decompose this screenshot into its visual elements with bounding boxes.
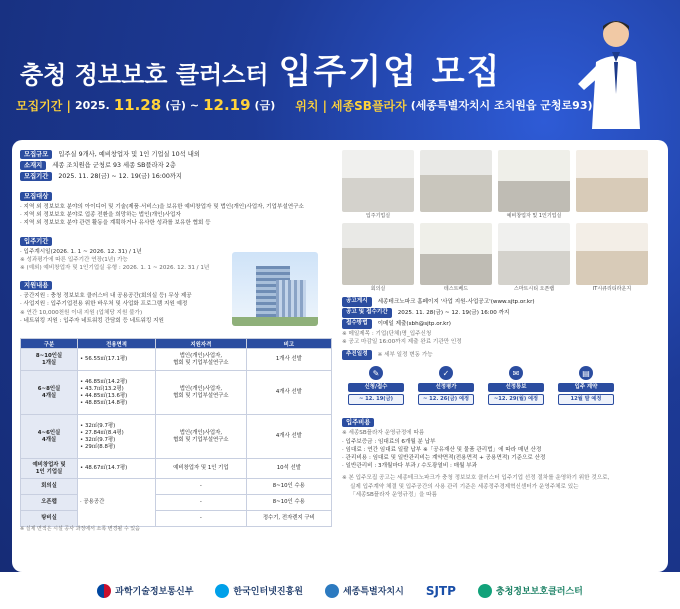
table-header: 비고 [246,339,331,349]
period-label: 모집기간 | [16,98,71,113]
businessman-illustration [574,14,658,129]
photo-item [498,223,570,293]
photo-item [342,223,414,293]
area-value: 29㎡(8.8평) [84,443,116,450]
process-step [488,366,544,405]
cluster-icon [478,584,492,598]
period-start: 11.28 [113,96,162,114]
logo-sejong: 세종특별자치시 [325,584,404,598]
room-table [20,338,332,527]
process-row [342,350,660,360]
room-photo [342,150,414,212]
photo-item [342,150,414,220]
method-tag: 접수방법 [342,319,372,329]
room-area: • 46.85㎡(14.2평) • 43.7㎡(13.2평) • 44.85㎡(13.6평) • 48.85㎡(14.8평) [78,371,156,415]
notice-text[interactable]: 세종테크노파크 홈페이지 '사업 지원-사업공고'(www.sjtp.or.kr) [377,299,535,305]
step-date: ~ 12. 19(금) [348,394,404,405]
evaluation-icon: ✓ [439,366,453,380]
process-step [348,366,404,405]
target-line: · 지역 외 정보보호 분야 관련 활동을 계획하거나 유사한 성과를 보유한 협회 등 [20,220,211,227]
area-value: 32㎡(9.7평) [84,422,116,429]
scale-row [20,150,330,159]
content-card [12,140,668,572]
location-row [20,161,330,170]
room-note: 정수기, 전자렌지 구비 [246,511,331,527]
room-type: 4~6인실 4개실 [21,415,78,459]
room-note: 10석 선발 [246,459,331,479]
logo-sjtp: SJTP [425,583,456,598]
method-text[interactable]: 이메일 제출(sbh@sjtp.or.kr) [377,321,451,327]
photo-caption: 테스트베드 [443,286,469,292]
room-type: 탕비실 [21,511,78,527]
period-location-bar [16,96,593,114]
table-row [21,415,332,459]
table-row [21,349,332,371]
room-note: 4개사 선발 [246,371,331,415]
area-value: 27.84㎡(8.4평) [84,429,124,436]
support-tag: 지원내용 [20,281,52,290]
room-photo [420,223,492,285]
location-address: (세종특별자치시 조치원읍 군청로93) [410,99,593,112]
step-date: 12월 말 예정 [558,394,614,405]
building-photo [232,252,318,326]
room-photo [420,150,492,212]
kisa-icon [215,584,229,598]
period-end-day: (금) [254,99,276,112]
target-line: · 지역 외 정보보호 분야의 아이디어 및 기술(제품·서비스)을 보유한 예비창업자 및 법인(개인)사업자, 기업부설연구소 [20,204,304,210]
photo-item [420,150,492,220]
area-value: 48.67㎡(14.7평) [84,465,128,471]
cost-line: · 임대료 : 연간 임대료 일괄 납부 ※「공유재산 및 물품 관리법」에 따라 매년 산정 [342,446,542,453]
step-date: ~ 12. 26(금) 예정 [418,394,474,405]
notice-tag: 공고게시 [342,297,372,307]
area-value: 32㎡(9.7평) [84,436,116,443]
logo-msit: 과학기술정보통신부 [97,584,193,598]
scale-text: 입주실 9개사, 예비창업자 및 1인 기업실 10석 내외 [58,151,200,158]
photo-caption [576,212,648,220]
period-tag: 모집기간 [20,172,52,181]
apply-text: 2025. 11. 28(금) ~ 12. 19(금) 16:00 까지 [397,310,510,316]
shared-area: · 공용공간 [78,479,156,527]
location-label: 위치 | [295,98,327,113]
footer-logos [0,572,680,609]
room-type: 오픈랩 [21,495,78,511]
term-tag: 입주기간 [20,237,52,246]
area-value: 44.85㎡(13.6평) [84,392,128,399]
table-header-row [21,339,332,349]
room-photo [498,223,570,285]
location-name: 세종SB플라자 [330,98,407,113]
photo-caption: 회의실 [370,286,386,292]
final-note-line: 실제 입주계약 체결 및 입주공간의 사용 관리 기준은 세종정주경제혁신센터가 운영주체로 있는 [350,483,579,490]
area-value: 56.55㎡(17.1평) [84,356,128,362]
process-flow [348,366,660,405]
cost-line: · 입주보증금 : 임대료의 6개월 분 납부 [342,438,436,445]
step-label: 신청/접수 [348,383,404,392]
logo-kisa: 한국인터넷진흥원 [215,584,303,598]
process-tag: 추진일정 [342,350,372,360]
cost-tag: 입주비용 [342,418,374,427]
room-qualification: 법인(개인)사업자, 협회 및 기업부설연구소 [156,415,247,459]
room-photo [342,223,414,285]
support-line: · 사업지원 : 입주기업전용 위한 바우처 및 사업화 프로그램 지원 예정 [20,301,188,308]
room-type: 예비창업자 및 1인 기업실 [21,459,78,479]
room-area: • 32㎡(9.7평) • 27.84㎡(8.4평) • 32㎡(9.7평) • 29㎡(8.8평) [78,415,156,459]
room-qualification: 법인(개인)사업자, 협회 및 기업부설연구소 [156,349,247,371]
photo-item [420,223,492,293]
cost-line: · 관리비용 : 임대료 및 일반관리비는 계약면적(전용면적 + 공용면적) 기준으로 산정 [342,455,546,462]
taegeuk-icon [97,584,111,598]
room-qualification: 법인(개인)사업자, 협회 및 기업부설연구소 [156,371,247,415]
process-step [418,366,474,405]
table-row [21,371,332,415]
photo-caption: IT시큐리티라운지 [592,286,632,292]
apply-row [342,308,660,318]
area-value: 48.85㎡(14.8평) [84,399,128,406]
photo-item [498,150,570,220]
term-line: ※ 성과평가에 따른 입주기간 연장(1년) 가능 [20,256,128,263]
step-label: 선정평가 [418,383,474,392]
room-qualification: - [156,511,247,527]
room-note: 1개사 선발 [246,349,331,371]
table-row [21,479,332,495]
room-note: 8~10인 수용 [246,495,331,511]
photo-grid [342,150,660,293]
term-line: ※ (예외) 예비창업자 및 1인기업실 유형 : 2026. 1. 1 ~ 2026. 12. 31 / 1년 [20,265,210,272]
table-note: ※ 실제 면적은 시설 공사 과정에서 소폭 변경될 수 있음 [20,526,140,532]
final-note-line: ※ 본 입주모집 공고는 세종테크노파크가 충청 정보보호 클러스터 입주기업 선정 절차를 운영하기 위한 것으로, [342,475,610,482]
scale-tag: 모집규모 [20,150,52,159]
period-end: 12.19 [203,96,251,114]
location-tag: 소재지 [20,161,46,170]
photo-item [576,150,648,220]
term-line: · 입주계시일(2026. 1. 1 ~ 2026. 12. 31) / 1년 [20,248,142,255]
table-header: 지원자격 [156,339,247,349]
process-step [558,366,614,405]
room-type: 6~8인실 4개실 [21,371,78,415]
period-tilde: ~ [189,98,200,112]
apply-tag: 공고 및 접수기간 [342,308,392,318]
room-area: • 56.55㎡(17.1평) [78,349,156,371]
room-photo [576,150,648,212]
area-value: 43.7㎡(13.2평) [84,385,124,392]
logo-cluster: 충청정보보호클러스터 [478,584,583,598]
step-label: 선정통보 [488,383,544,392]
photo-item [576,223,648,293]
process-note: ※ 세부 일정 변동 가능 [377,352,433,359]
target-line: · 지역 외 정보보호 분야로 업종 전환을 희망하는 법인(개인)사업자 [20,212,181,219]
method-note: ※ 공고 마감일 16:00까지 제출 완료 기관만 인정 [342,339,462,346]
room-type: 8~10인실 1개실 [21,349,78,371]
room-area: • 48.67㎡(14.7평) [78,459,156,479]
method-row [342,319,660,329]
step-date: ~12. 29(월) 예정 [488,394,544,405]
location-text: 세종 조치원읍 군청로 93 세종 SB플라자 2층 [52,162,176,169]
sejong-icon [325,584,339,598]
table-row [21,459,332,479]
mail-icon: ✉ [509,366,523,380]
contract-icon: ▤ [579,366,593,380]
header [0,0,680,140]
title-prefix: 충청 정보보호 클러스터 [20,61,269,89]
table-header: 전용면적 [78,339,156,349]
room-qualification: - [156,495,247,511]
cost-line: · 일반관리비 : 3개월마다 부과 / 수도광열비 : 매월 부과 [342,463,478,470]
period-text: 2025. 11. 28(금) ~ 12. 19(금) 16:00까지 [58,173,183,180]
room-note: 8~10인 수용 [246,479,331,495]
room-note: 4개사 선발 [246,415,331,459]
target-tag: 모집대상 [20,192,52,201]
final-note [342,474,660,499]
step-label: 입주 계약 [558,383,614,392]
period-year: 2025. [74,98,110,112]
title-main: 입주기업 모집 [278,52,502,92]
room-photo [576,223,648,285]
document-icon: ✎ [369,366,383,380]
photo-caption: 스마트시티 오픈랩 [513,286,555,292]
cost-line: ※ 세종SB플라자 운영규정에 따름 [342,430,425,437]
photo-caption: 예비창업자 및 1인기업실 [506,213,562,219]
page-title [20,44,501,93]
support-line: ※ 연간 10,000천원 이내 지원 (업체당 지원 불가) [20,309,143,316]
room-qualification: - [156,479,247,495]
room-photo [498,150,570,212]
photo-caption [420,212,492,220]
table-header: 구분 [21,339,78,349]
application-info [342,297,660,499]
final-note-line: 「세종SB플라자 운영규정」을 따름 [350,491,437,498]
support-line: · 공간지원 : 충청 정보보호 클러스터 내 공용공간(회의실 등) 무상 제공 [20,293,192,300]
table-row [21,495,332,511]
period-start-day: (금) [165,99,186,112]
right-column [342,150,660,499]
method-note: ※ 메일제목 : 기업(단체)명_입주신청 [342,331,432,337]
period-row [20,172,330,181]
support-line: · 네트워킹 지원 : 입주자 네트워킹 간담회 등 네트워킹 지원 [20,317,164,324]
room-qualification: 예비창업자 및 1인 기업 [156,459,247,479]
area-value: 46.85㎡(14.2평) [84,378,128,385]
room-type: 회의실 [21,479,78,495]
notice-row [342,297,660,307]
photo-caption: 입주기업실 [365,213,391,219]
